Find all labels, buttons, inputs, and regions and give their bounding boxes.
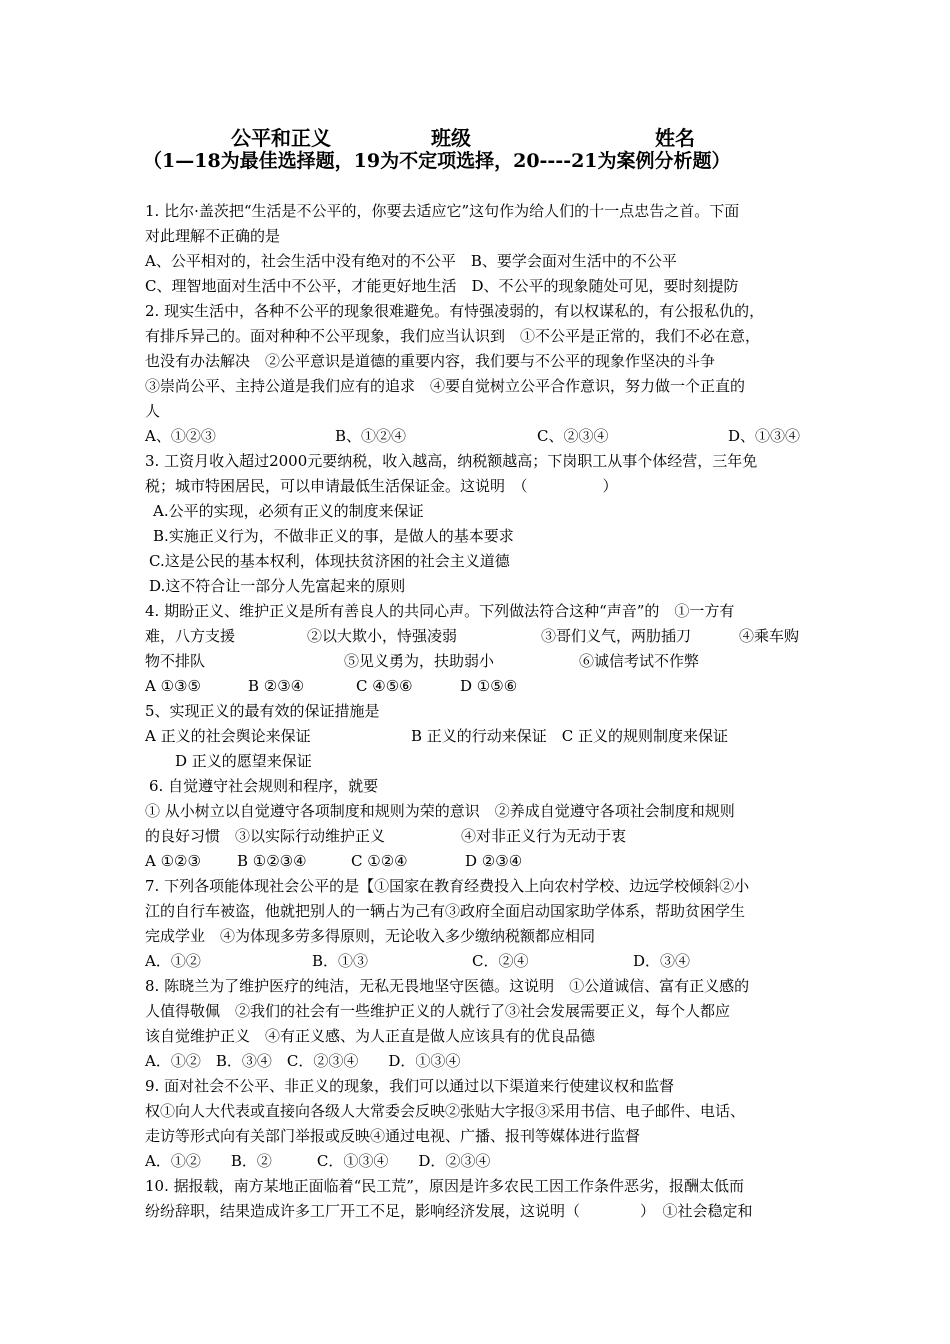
text-line: 走访等形式向有关部门举报或反映④通过电视、广播、报刊等媒体进行监督 bbox=[145, 1127, 641, 1145]
text-line: 5、实现正义的最有效的保证措施是 bbox=[145, 702, 380, 720]
page-subtitle: （1—18为最佳选择题，19为不定项选择，20----21为案例分析题） bbox=[143, 150, 731, 172]
q6-option-c: C ①②④ bbox=[351, 852, 408, 870]
text-line: 江的自行车被盗，他就把别人的一辆占为己有③政府全面启动国家助学体系，帮助贫困学生 bbox=[145, 902, 746, 920]
q4-item-4-cont: 物不排队 bbox=[145, 652, 206, 670]
text-line: 8. 陈晓兰为了维护医疗的纯洁，无私无畏地坚守医德。这说明 ①公道诚信、富有正义感的 bbox=[145, 977, 750, 995]
q9-options: A．①② B．② C．①③④ D．②③④ bbox=[145, 1152, 491, 1170]
q4-line2 bbox=[145, 624, 815, 649]
class-label: 班级 bbox=[431, 126, 471, 150]
q3-option-c: C.这是公民的基本权利，体现扶贫济困的社会主义道德 bbox=[149, 552, 510, 570]
text-line: 2. 现实生活中，各种不公平的现象很难避免。有恃强凌弱的，有以权谋私的，有公报私仇的， bbox=[145, 302, 765, 320]
text-line: A、公平相对的，社会生活中没有绝对的不公平 B、要学会面对生活中的不公平 bbox=[145, 252, 677, 270]
q6-option-a: A ①②③ bbox=[145, 852, 201, 870]
text-line: 人值得敬佩 ②我们的社会有一些维护正义的人就行了③社会发展需要正义，每个人都应 bbox=[145, 1002, 731, 1020]
q3-option-a: A.公平的实现，必须有正义的制度来保证 bbox=[153, 502, 424, 520]
q7-option-d: D．③④ bbox=[633, 952, 691, 970]
q4-options bbox=[145, 674, 815, 699]
q6-options bbox=[145, 849, 815, 874]
text-line: ① 从小树立以自觉遵守各项制度和规则为荣的意识 ②养成自觉遵守各项社会制度和规则 bbox=[145, 802, 735, 820]
q4-item-5: ⑤见义勇为，扶助弱小 bbox=[344, 652, 495, 670]
q3-option-d: D.这不符合让一部分人先富起来的原则 bbox=[149, 577, 406, 595]
q6-item-b: ④对非正义行为无动于衷 bbox=[461, 827, 627, 845]
text-line: 7. 下列各项能体现社会公平的是【①国家在教育经费投入上向农村学校、边远学校倾斜②小 bbox=[145, 877, 750, 895]
q3-option-b: B.实施正义行为，不做非正义的事，是做人的基本要求 bbox=[153, 527, 514, 545]
text-line: 9. 面对社会不公平、非正义的现象，我们可以通过以下渠道来行使建议权和监督 bbox=[145, 1077, 675, 1095]
page-title: 公平和正义 bbox=[231, 126, 331, 150]
q7-options bbox=[145, 949, 815, 974]
text-line: C、理智地面对生活中不公平，才能更好地生活 D、不公平的现象随处可见，要时刻提防 bbox=[145, 277, 739, 295]
q7-option-a: A．①② bbox=[145, 952, 201, 970]
name-label: 姓名 bbox=[655, 126, 695, 150]
text-line: 纷纷辞职，结果造成许多工厂开工不足，影响经济发展，这说明（ ） ①社会稳定和 bbox=[145, 1202, 753, 1220]
document-body bbox=[145, 199, 815, 1224]
text-line: 10. 据报载，南方某地正面临着“民工荒”，原因是许多农民工因工作条件恶劣，报酬太低而 bbox=[145, 1177, 744, 1195]
q4-option-b: B ②③④ bbox=[248, 677, 305, 695]
text-line: 4. 期盼正义、维护正义是所有善良人的共同心声。下列做法符合这种“声音”的 ①一方有 bbox=[145, 602, 735, 620]
text-line: 完成学业 ④为体现多劳多得原则，无论收入多少缴纳税额都应相同 bbox=[145, 927, 596, 945]
text-line: 权①向人大代表或直接向各级人大常委会反映②张贴大字报③采用书信、电子邮件、电话、 bbox=[145, 1102, 746, 1120]
text-line: 对此理解不正确的是 bbox=[145, 227, 281, 245]
text-line: 6. 自觉遵守社会规则和程序，就要 bbox=[149, 777, 379, 795]
text-line: 人 bbox=[145, 402, 161, 420]
q4-item-1: 难，八方支援 bbox=[145, 627, 236, 645]
text-line: 该自觉维护正义 ④有正义感、为人正直是做人应该具有的优良品德 bbox=[145, 1027, 596, 1045]
q6-line2 bbox=[145, 824, 815, 849]
q4-item-2: ②以大欺小，恃强凌弱 bbox=[307, 627, 458, 645]
q4-item-4: ④乘车购 bbox=[739, 627, 800, 645]
q2-options bbox=[145, 424, 815, 449]
q5-option-d: D 正义的愿望来保证 bbox=[175, 752, 312, 770]
q5-option-a: A 正义的社会舆论来保证 bbox=[145, 727, 311, 745]
q2-option-b: B、①②④ bbox=[335, 427, 407, 445]
q6-option-d: D ②③④ bbox=[465, 852, 523, 870]
q4-option-c: C ④⑤⑥ bbox=[356, 677, 413, 695]
text-line: 3. 工资月收入超过2000元要纳税，收入越高，纳税额越高；下岗职工从事个体经营，三年免 bbox=[145, 452, 758, 470]
q5-options bbox=[145, 724, 815, 749]
q4-item-6: ⑥诚信考试不作弊 bbox=[579, 652, 700, 670]
q2-option-a: A、①②③ bbox=[145, 427, 216, 445]
q4-option-a: A ①③⑤ bbox=[145, 677, 201, 695]
q2-option-d: D、①③④ bbox=[728, 427, 801, 445]
q4-line3 bbox=[145, 649, 815, 674]
q2-option-c: C、②③④ bbox=[537, 427, 609, 445]
q4-option-d: D ①⑤⑥ bbox=[460, 677, 518, 695]
q4-item-3: ③哥们义气，两肋插刀 bbox=[541, 627, 692, 645]
text-line: 也没有办法解决 ②公平意识是道德的重要内容，我们要与不公平的现象作坚决的斗争 bbox=[145, 352, 716, 370]
q6-item-a: 的良好习惯 ③以实际行动维护正义 bbox=[145, 827, 386, 845]
q5-option-bc: B 正义的行动来保证 C 正义的规则制度来保证 bbox=[411, 727, 729, 745]
q8-options: A．①② B．③④ C．②③④ D．①③④ bbox=[145, 1052, 461, 1070]
q7-option-c: C．②④ bbox=[472, 952, 529, 970]
text-line: ③崇尚公平、主持公道是我们应有的追求 ④要自觉树立公平合作意识，努力做一个正直的 bbox=[145, 377, 746, 395]
text-line: 税；城市特困居民，可以申请最低生活保证金。这说明 （ ） bbox=[145, 477, 618, 495]
text-line: 有排斥异己的。面对种种不公平现象，我们应当认识到 ①不公平是正常的，我们不必在意， bbox=[145, 327, 761, 345]
q7-option-b: B．①③ bbox=[312, 952, 369, 970]
q6-option-b: B ①②③④ bbox=[237, 852, 307, 870]
text-line: 1. 比尔·盖茨把“生活是不公平的，你要去适应它”这句作为给人们的十一点忠告之首。下面 bbox=[145, 202, 740, 220]
